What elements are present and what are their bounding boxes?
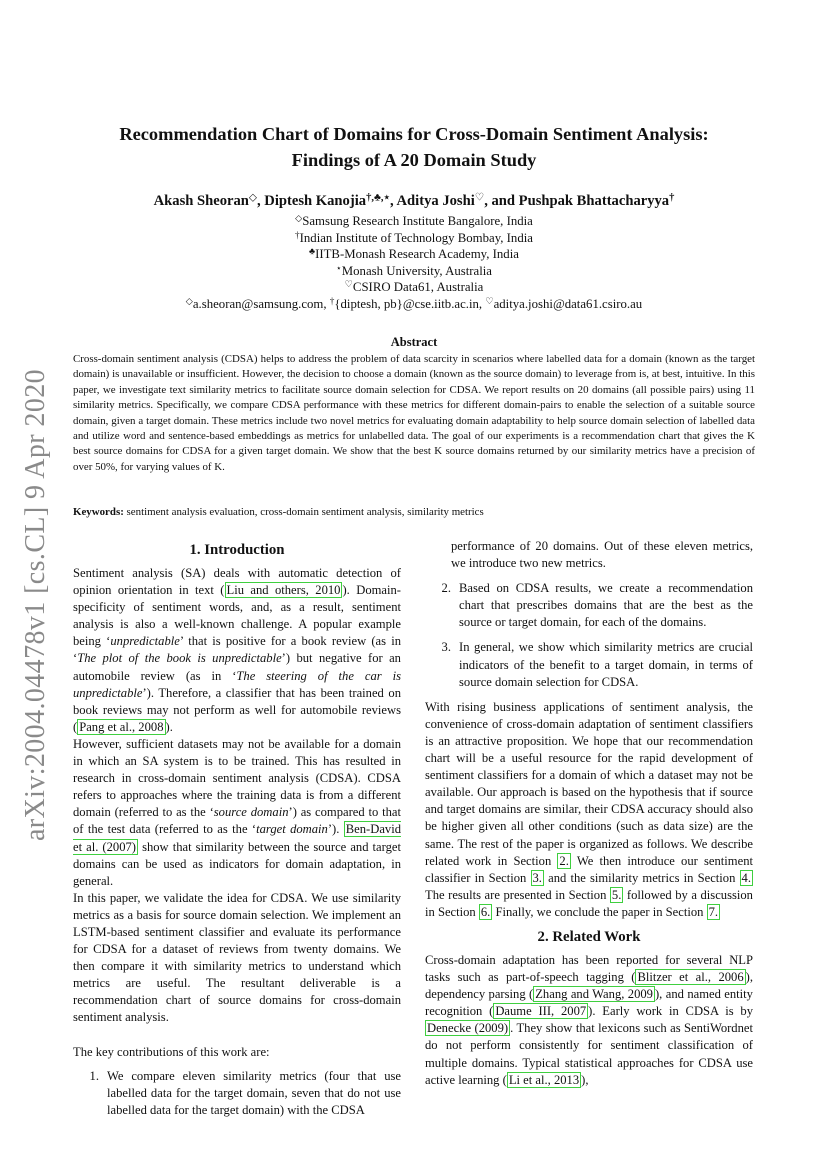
list-text: We compare eleven similarity metrics (four that use labelled data for the target domain, seven that do not use labelled data for the target domain) with the CDSA bbox=[107, 1068, 401, 1117]
email-line bbox=[70, 296, 758, 313]
affiliation bbox=[70, 213, 758, 230]
author-name: , Diptesh Kanojia bbox=[257, 193, 367, 209]
affiliation bbox=[70, 230, 758, 247]
list-item bbox=[425, 639, 753, 690]
paragraph: However, sufficient datasets may not be available for a domain in which an SA system is to be trained. This has resulted in research in cross-domain sentiment analysis (CDSA). CDSA refers to approaches where the training data is from a different domain (referred to as the ‘source domain’) as compared to that of the test data (referred to as the ‘target domain’). Ben-David et al. (2007) show that similarity between the source and target domains can be used as indicators for domain adaptation, in general. bbox=[73, 736, 402, 888]
affil-mark: † bbox=[329, 295, 335, 306]
citation-link[interactable]: Pang et al., 2008 bbox=[79, 719, 164, 734]
author-name: , Aditya Joshi bbox=[390, 193, 475, 209]
list-number: 1. bbox=[89, 1068, 99, 1083]
author-name: Akash Sheoran bbox=[153, 193, 249, 209]
section-link[interactable]: 3. bbox=[532, 870, 542, 885]
abstract-text: Cross-domain sentiment analysis (CDSA) helps to address the problem of data scarcity in scenarios where labelled data for a domain (known as the target domain) is unavailable or insufficient. However, the decision to choose a domain (known as the source domain) to leverage from is, at best, intuitive. In this paper, we investigate text similarity metrics to facilitate source domain selection for CDSA. We report results on 20 domains (all possible pairs) using 11 similarity metrics. Specifically, we compare CDSA performance with these metrics for different domain-pairs to enable the selection of a suitable source domain, given a target domain. These metrics include two novel metrics for evaluating domain adaptability to help source domain selection of labelled data and utilize word and sentence-based embeddings as metrics for unlabelled data. The goal of our experiments is a recommendation chart that gives the K best source domains for CDSA for a given target domain. We show that the best K source domains returned by our similarity metrics have a precision of over 50%, for varying values of K. bbox=[73, 353, 755, 473]
title-line-2: Findings of A 20 Domain Study bbox=[291, 150, 537, 170]
arxiv-identifier: arXiv:2004.04478v1 [cs.CL] 9 Apr 2020 bbox=[20, 368, 51, 842]
citation-link[interactable]: Li et al., 2013 bbox=[508, 1072, 580, 1087]
section-heading-introduction: 1. Introduction bbox=[189, 542, 285, 558]
affil-text: Indian Institute of Technology Bombay, India bbox=[299, 230, 533, 245]
title-line-1: Recommendation Chart of Domains for Cross-Domain Sentiment Analysis: bbox=[119, 124, 709, 144]
list-number: 3. bbox=[441, 640, 451, 655]
author-name: , and Pushpak Bhattacharyya bbox=[484, 193, 670, 209]
author-affil-mark: † bbox=[669, 192, 675, 204]
citation-link[interactable]: Blitzer et al., 2006 bbox=[637, 970, 744, 985]
affiliation bbox=[70, 263, 758, 280]
section-link[interactable]: 4. bbox=[741, 870, 751, 885]
affil-text: Monash University, Australia bbox=[341, 263, 492, 278]
paragraph: Cross-domain adaptation has been reported for several NLP tasks such as part-of-speech tagging ( Blitzer et al., 2006 ), dependency parsing ( Zhang and Wang, 2009 ), and named entity recognition ( Daume III, 2007 ). Early work in CDSA is by Denecke (2009) . They show that lexicons such as SentiWordnet do not perform consistently for sentiment classification of multiple domains. Typical statistical approaches for CDSA use active learning ( Li et al., 2013 ), bbox=[425, 952, 753, 1087]
list-number: 2. bbox=[441, 581, 451, 596]
affil-mark: ♣ bbox=[309, 246, 316, 257]
email: {diptesh, pb}@cse.iitb.ac.in, bbox=[334, 296, 486, 311]
affil-text: CSIRO Data61, Australia bbox=[352, 280, 484, 295]
citation-link[interactable]: Zhang and Wang, 2009 bbox=[535, 987, 653, 1002]
paper-title bbox=[70, 121, 758, 173]
arxiv-identifier-stamp bbox=[16, 370, 56, 840]
list-item bbox=[73, 1068, 401, 1119]
author-list bbox=[70, 193, 758, 210]
section-heading-related-work: 2. Related Work bbox=[537, 928, 641, 945]
affil-mark: ◇ bbox=[185, 295, 193, 306]
citation-link[interactable]: Daume III, 2007 bbox=[495, 1004, 587, 1019]
email: a.sheoran@samsung.com, bbox=[192, 296, 330, 311]
citation-link[interactable]: Ben-David et al. (2007) bbox=[73, 822, 402, 854]
list-text: Based on CDSA results, we create a recommendation chart that prescribes domains that are the best as the source or target domain, for each of the domains. bbox=[459, 581, 753, 630]
keywords-label: Keywords: bbox=[73, 506, 124, 518]
affil-text: Samsung Research Institute Bangalore, India bbox=[302, 214, 533, 228]
author-affil-mark: ◇ bbox=[248, 192, 257, 204]
affiliation bbox=[70, 279, 758, 296]
paragraph: In this paper, we validate the idea for CDSA. We use similarity metrics as a basis for source domain selection. We implement an LSTM-based sentiment classifier and evaluate its performance for CDSA for a dataset of reviews from twenty domains. We then compare it with similarity metrics to understand which metrics are useful. The resultant deliverable is a recommendation chart of source domains for cross-domain sentiment analysis. bbox=[73, 890, 401, 1025]
keywords bbox=[73, 506, 755, 518]
section-link[interactable]: 5. bbox=[611, 887, 622, 902]
right-column bbox=[425, 538, 753, 1089]
affiliation bbox=[70, 246, 758, 263]
citation-link[interactable]: Liu and others, 2010 bbox=[226, 583, 341, 598]
section-link[interactable]: 2. bbox=[559, 853, 569, 868]
list-item-continuation: performance of 20 domains. Out of these eleven metrics, we introduce two new metrics. bbox=[451, 539, 753, 571]
affil-mark: † bbox=[295, 229, 300, 240]
section-link[interactable]: 7. bbox=[708, 904, 719, 919]
section-link[interactable]: 6. bbox=[480, 904, 491, 919]
keywords-text: sentiment analysis evaluation, cross-domain sentiment analysis, similarity metrics bbox=[123, 506, 484, 518]
abstract-heading: Abstract bbox=[390, 335, 438, 349]
paragraph: Sentiment analysis (SA) deals with automatic detection of opinion orientation in text ( Liu and others, 2010 ). Domain-specificity of sentiment words, and, as a result, sentiment analysis is also a well-known challenge. A popular example being ‘unpredictable’ that is positive for a book review (as in ‘The plot of the book is unpredictable’) but negative for an automobile review (as in ‘The steering of the car is unpredictable’). Therefore, a classifier that has been trained on book reviews may not perform as well for automobile reviews ( Pang et al., 2008 ). bbox=[73, 566, 401, 734]
citation-link[interactable]: Denecke (2009) bbox=[427, 1021, 509, 1036]
affiliation-list bbox=[70, 213, 758, 313]
paragraph: With rising business applications of sentiment analysis, the convenience of cross-domain adaptation of sentiment classifiers is an attractive proposition. We hope that our recommendation chart will be a useful resource for the rapid development of sentiment classifiers for a domain of which a dataset may not be available. Our approach is based on the hypothesis that if source and target domains are similar, their CDSA accuracy should also be higher given all other conditions (such as data size) are the same. The rest of the paper is organized as follows. We describe related work in Section 2. We then introduce our sentiment classifier in Section 3. and the similarity metrics in Section 4. The results are presented in Section 5. followed by a discussion in Section 6. Finally, we conclude the paper in Section 7. bbox=[425, 699, 753, 919]
affil-text: IITB-Monash Research Academy, India bbox=[315, 247, 519, 262]
paragraph: The key contributions of this work are: bbox=[73, 1044, 270, 1059]
list-text: In general, we show which similarity metrics are crucial indicators of the benefit to a target domain, in terms of source domain selection for CDSA. bbox=[459, 640, 753, 689]
email: aditya.joshi@data61.csiro.au bbox=[493, 296, 643, 311]
author-affil-mark: †,♣,⋆ bbox=[366, 192, 391, 204]
affil-mark: ♡ bbox=[485, 295, 494, 306]
affil-mark: ◇ bbox=[295, 212, 303, 223]
list-item bbox=[425, 580, 753, 631]
author-affil-mark: ♡ bbox=[474, 192, 485, 204]
left-column bbox=[73, 538, 401, 1127]
affil-mark: ♡ bbox=[344, 279, 353, 290]
affil-mark: ⋆ bbox=[336, 262, 342, 273]
